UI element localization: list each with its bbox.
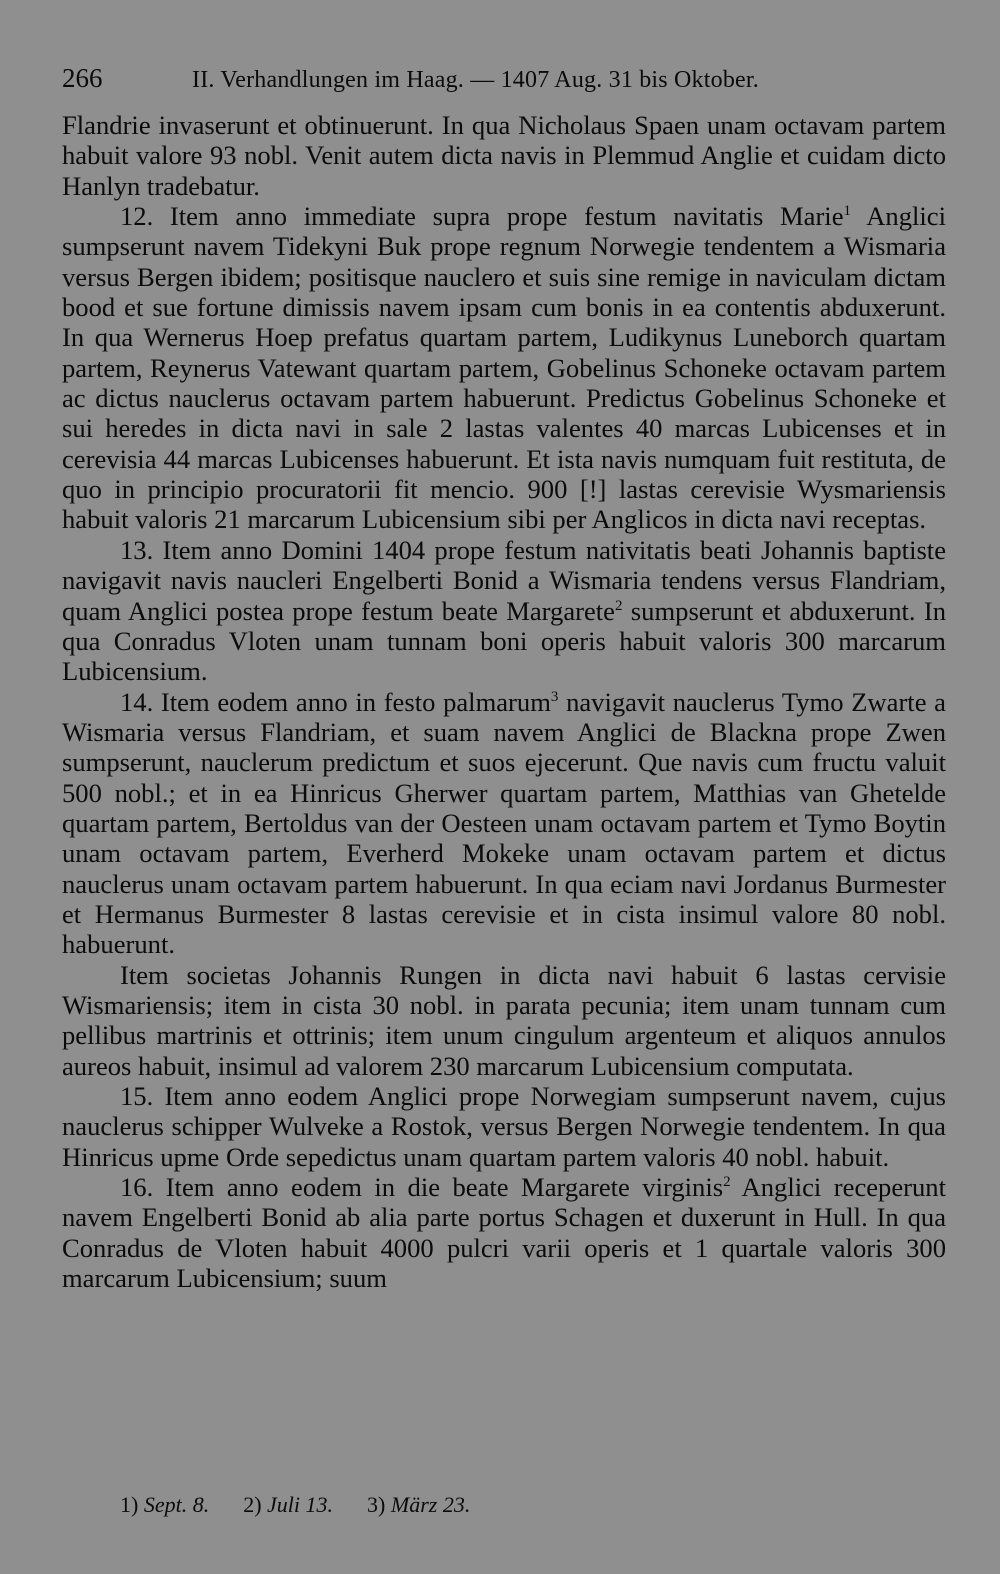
paragraph-text: Anglici receperunt navem Engelberti Bonid ab alia parte portus Schagen et duxerunt in Hull. In qua Conradus de Vloten habuit 4000 pulcri varii operis et 1 quartale valoris 300 marcarum Lubicensium; suum — [62, 1172, 946, 1294]
footnote — [243, 1492, 333, 1518]
paragraph-text: Anglici sumpserunt navem Tidekyni Buk prope regnum Norwegie tendentem a Wismaria versus Bergen ibidem; positisque nauclero et suis sine remige in naviculam dictam bood et sue fortune dimissis navem ipsam cum bonis in ea contentis abduxerunt. In qua Wernerus Hoep prefatus quartam partem, Ludikynus Luneborch quartam partem, Reynerus Vatewant quartam partem, Gobelinus Schoneke octavam partem ac dictus nauclerus octavam partem habuerunt. Predictus Gobelinus Schoneke et sui heredes in dicta navi in sale 2 lastas valentes 40 marcas Lubicenses et in cerevisia 44 marcas Lubicenses habuerunt. Et ista navis numquam fuit restituta, de quo in principio procuratorii fit mencio. 900 [!] lastas cerevisie Wysmariensis habuit valoris 21 marcarum Lubicensium sibi per Anglicos in dicta navi receptas. — [62, 201, 946, 535]
footnote-marker: 2 — [615, 597, 623, 614]
footnote-marker: 1 — [843, 203, 852, 220]
body-text — [62, 110, 946, 1293]
footnote — [120, 1492, 209, 1518]
paragraph-text: navigavit nauclerus Tymo Zwarte a Wismaria versus Flandriam, et suam navem Anglici de Blackna prope Zwen sumpserunt, nauclerum predictum et suos ejecerunt. Que navis cum fructu valuit 500 nobl.; et in ea Hinricus Gherwer quartam partem, Matthias van Ghetelde quartam partem, Bertoldus van der Oesteen unam octavam partem et Tymo Boytin unam octavam partem, Everherd Mokeke unam octavam partem et dictus nauclerus unam octavam partem habuerunt. In qua eciam navi Jordanus Burmester et Hermanus Burmester 8 lastas cerevisie et in cista insimul valore 80 nobl. habuerunt. — [62, 686, 946, 960]
footnote-label: 1) — [120, 1492, 144, 1517]
footnote-text: Sept. 8. — [143, 1492, 210, 1517]
paragraph — [62, 1172, 946, 1293]
footnote — [367, 1492, 470, 1518]
paragraph-text: Item societas Johannis Rungen in dicta navi habuit 6 lastas cervisie Wismariensis; item in cista 30 nobl. in parata pecunia; item unam tunnam cum pellibus martrinis et ottrinis; item unum cingulum argenteum et aliquos annulos aureos habuit, insimul ad valorem 230 marcarum Lubicensium computata. — [62, 959, 946, 1081]
paragraph-text: 13. Item anno Domini 1404 prope festum nativitatis beati Johannis baptiste navigavit navis naucleri Engelberti Bonid a Wismaria tendens versus Flandriam, quam Anglici postea prope festum beate Margarete — [62, 534, 946, 626]
document-page — [62, 58, 946, 1293]
footnote-label: 3) — [367, 1492, 391, 1517]
paragraph-text: 15. Item anno eodem Anglici prope Norwegiam sumpserunt navem, cujus nauclerus schipper Wulveke a Rostok, versus Bergen Norwegie tendentem. In qua Hinricus upme Orde sepedictus unam quartam partem valoris 40 nobl. habuit. — [62, 1081, 946, 1172]
paragraph — [62, 1081, 946, 1172]
page-number: 266 — [62, 63, 103, 93]
paragraph-text: 16. Item anno eodem in die beate Margarete virginis — [120, 1172, 724, 1203]
paragraph-text: sumpserunt et abduxerunt. In qua Conradus Vloten unam tunnam boni operis habuit valoris 300 marcarum Lubicensium. — [62, 595, 946, 687]
running-header — [62, 58, 946, 98]
footnote-marker: 2 — [723, 1174, 731, 1191]
paragraph — [62, 110, 946, 201]
footnote-text: März 23. — [390, 1492, 471, 1517]
footnote-label: 2) — [243, 1492, 268, 1517]
paragraph-text: 12. Item anno immediate supra prope festum navitatis Marie — [120, 201, 844, 232]
footnote-marker: 3 — [550, 688, 559, 705]
running-head-title: II. Verhandlungen im Haag. — 1407 Aug. 31 bis Oktober. — [192, 67, 759, 93]
paragraph-text: Flandrie invaserunt et obtinuerunt. In qua Nicholaus Spaen unam octavam partem habuit valore 93 nobl. Venit autem dicta navis in Plemmud Anglie et cuidam dicto Hanlyn tradebatur. — [62, 110, 946, 201]
paragraph — [62, 687, 946, 960]
footnote-text: Juli 13. — [267, 1492, 334, 1517]
paragraph — [62, 535, 946, 687]
footnotes — [120, 1492, 470, 1518]
paragraph — [62, 201, 946, 535]
paragraph — [62, 960, 946, 1081]
paragraph-text: 14. Item eodem anno in festo palmarum — [120, 686, 551, 717]
